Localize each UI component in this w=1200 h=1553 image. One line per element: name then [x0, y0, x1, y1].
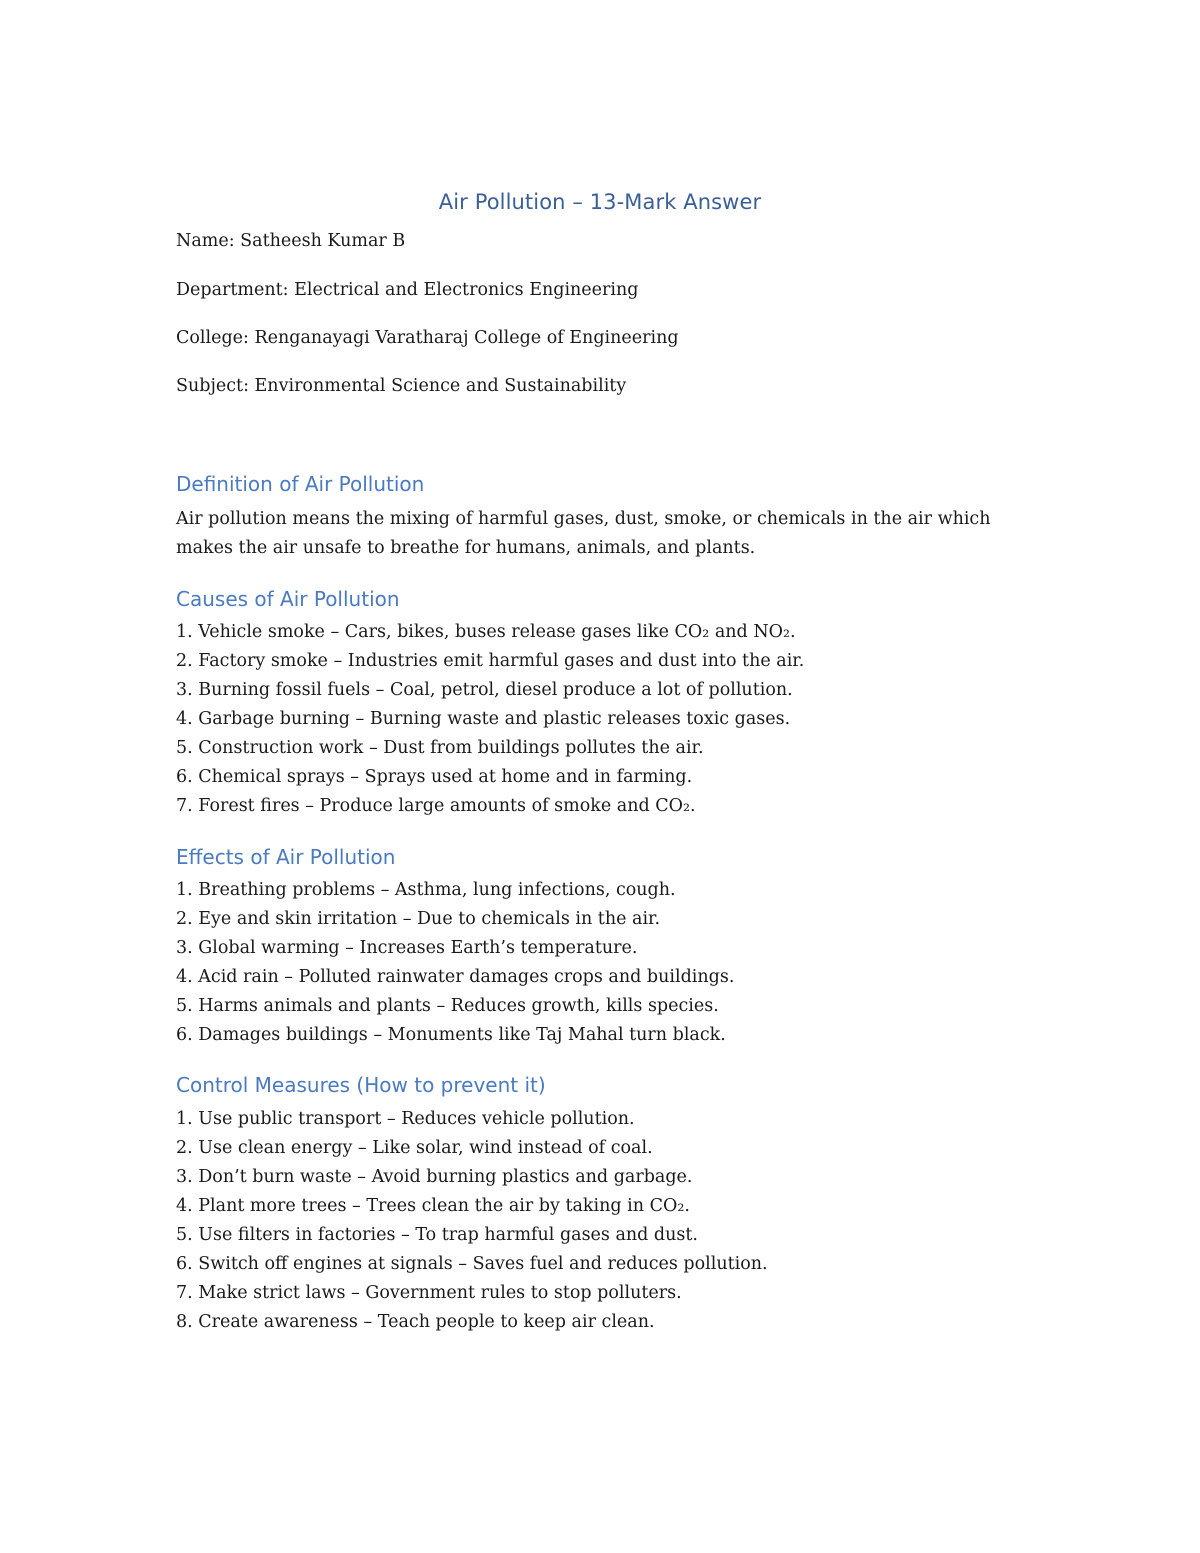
- causes-heading: Causes of Air Pollution: [176, 587, 400, 611]
- list-item: 3. Don’t burn waste – Avoid burning plastics and garbage.: [176, 1167, 693, 1187]
- list-item: 5. Construction work – Dust from buildings pollutes the air.: [176, 738, 704, 758]
- list-item: 2. Factory smoke – Industries emit harmful gases and dust into the air.: [176, 651, 805, 671]
- list-item: 1. Vehicle smoke – Cars, bikes, buses release gases like CO₂ and NO₂.: [176, 622, 796, 642]
- list-item: 8. Create awareness – Teach people to keep air clean.: [176, 1312, 655, 1332]
- list-item: 1. Breathing problems – Asthma, lung infections, cough.: [176, 880, 676, 900]
- document-title: Air Pollution – 13-Mark Answer: [438, 190, 762, 214]
- list-item: 7. Forest fires – Produce large amounts of smoke and CO₂.: [176, 796, 696, 816]
- list-item: 5. Harms animals and plants – Reduces growth, kills species.: [176, 996, 719, 1016]
- control-heading: Control Measures (How to prevent it): [176, 1073, 546, 1097]
- department-line: Department: Electrical and Electronics Engineering: [176, 280, 639, 300]
- student-name: Name: Satheesh Kumar B: [176, 231, 406, 251]
- control-list: [176, 1105, 768, 1337]
- college-line: College: Renganayagi Varatharaj College of Engineering: [176, 328, 679, 348]
- list-item: 3. Global warming – Increases Earth’s temperature.: [176, 938, 638, 958]
- list-item: 6. Damages buildings – Monuments like Taj Mahal turn black.: [176, 1025, 726, 1045]
- list-item: 5. Use filters in factories – To trap harmful gases and dust.: [176, 1225, 698, 1245]
- list-item: 1. Use public transport – Reduces vehicle pollution.: [176, 1109, 635, 1129]
- list-item: 4. Acid rain – Polluted rainwater damages crops and buildings.: [176, 967, 735, 987]
- list-item: 6. Switch off engines at signals – Saves fuel and reduces pollution.: [176, 1254, 768, 1274]
- list-item: 4. Garbage burning – Burning waste and plastic releases toxic gases.: [176, 709, 791, 729]
- causes-list: [176, 618, 804, 821]
- list-item: 3. Burning fossil fuels – Coal, petrol, diesel produce a lot of pollution.: [176, 680, 793, 700]
- definition-text: Air pollution means the mixing of harmful gases, dust, smoke, or chemicals in the air which makes the air unsafe to breathe for humans, animals, and plants.: [176, 509, 991, 558]
- list-item: 6. Chemical sprays – Sprays used at home and in farming.: [176, 767, 693, 787]
- list-item: 7. Make strict laws – Government rules to stop polluters.: [176, 1283, 682, 1303]
- subject-line: Subject: Environmental Science and Sustainability: [176, 376, 627, 396]
- effects-list: [176, 876, 734, 1050]
- list-item: 4. Plant more trees – Trees clean the air by taking in CO₂.: [176, 1196, 690, 1216]
- list-item: 2. Eye and skin irritation – Due to chemicals in the air.: [176, 909, 661, 929]
- definition-heading: Definition of Air Pollution: [176, 472, 425, 496]
- list-item: 2. Use clean energy – Like solar, wind instead of coal.: [176, 1138, 653, 1158]
- effects-heading: Effects of Air Pollution: [176, 845, 396, 869]
